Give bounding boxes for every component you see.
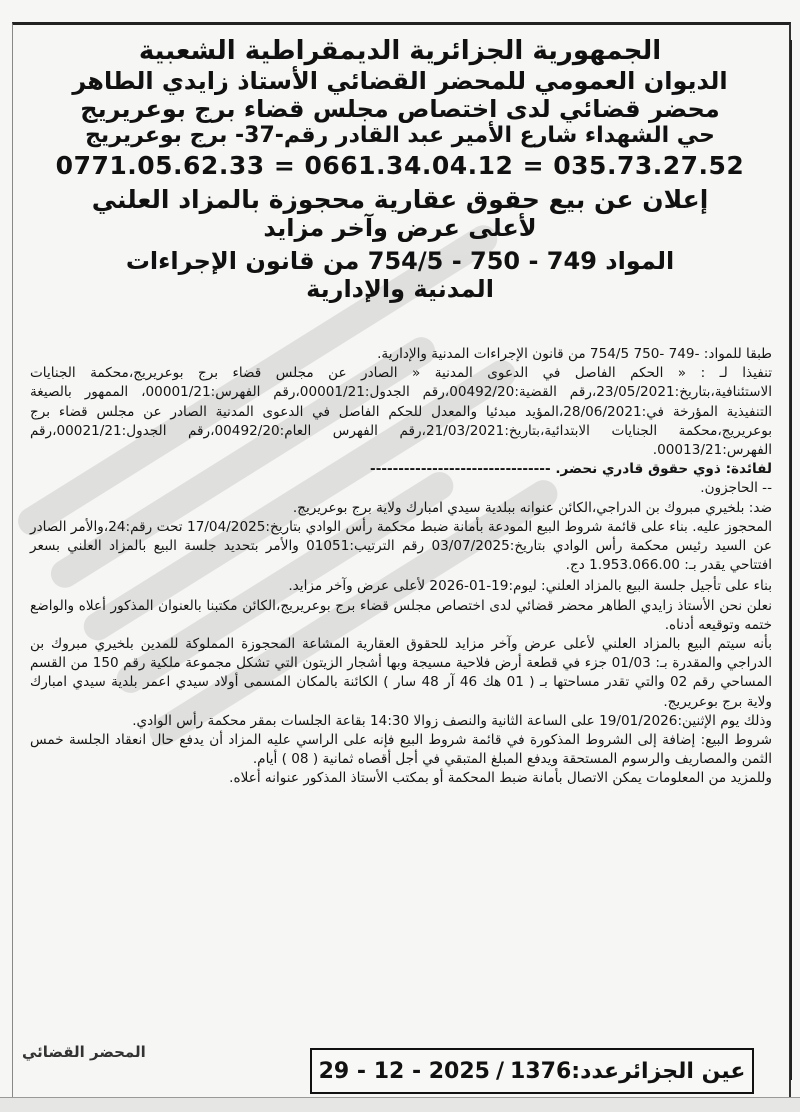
issue-label: عدد:: [571, 1058, 620, 1084]
issue-number: 1376: [510, 1058, 572, 1084]
column-divider: [790, 40, 800, 1080]
paragraph-beneficiary: لفائدة: ذوي حقوق قادري نحضر. --------------------------------: [370, 461, 772, 478]
paragraph-legal-basis: طبقا للمواد: -749 -750 754/5 من قانون الإجراءات المدنية والإدارية.: [377, 346, 772, 362]
publication-reference: عين الجزائر عدد: 1376 / 29 - 12 - 2025: [310, 1048, 754, 1094]
paragraph-sale-terms: شروط البيع: إضافة إلى الشروط المذكورة في قائمة شروط البيع فإنه على الراسي عليه المزاد أن يدفع حال انعقاد الجلسة خمس الثمن والمصاريف والرسوم المستحقة ويدفع المبلغ المتبقي في أجل أقصاه ثمانية ( 08 ) أيام.: [30, 732, 772, 768]
office-phones: 0771.05.62.33 = 0661.34.04.12 = 035.73.27.52: [55, 151, 745, 181]
paragraph-seizers: -- الحاجزون.: [700, 480, 772, 497]
page-bottom-edge: [0, 1097, 800, 1112]
paragraph-judgment: تنفيذا لـ : « الحكم الفاصل في الدعوى المدنية « الصادر عن مجلس قضاء برج بوعريريج،محكمة الجنايات الاستئنافية،بتاريخ:23/05/2021،رقم القضية:00492/20،رقم الجدول:00001/21،رقم الفهرس:00001/21، الممهور بالصيغة التنفيذية المؤرخة في:28/06/2021،المؤيد مبدئيا والمعدل للحكم الفاصل في الدعوى المدنية الصادر عن مجلس قضاء برج بوعريريج،محكمة الجنايات الابتدائية،بتاريخ:21/03/2021،رقم الفهرس العام:00492/20،رقم الجدول:00021/21،رقم الفهرس:00013/21.: [30, 365, 773, 459]
office-jurisdiction: محضر قضائي لدى اختصاص مجلس قضاء برج بوعريريج: [80, 94, 720, 123]
legal-articles: المواد 749 - 750 - 754/5 من قانون الإجراءات: [125, 246, 675, 275]
signature: المحضر القضائي: [22, 1043, 146, 1061]
paragraph-against: ضد: بلخيري مبروك بن الدراجي،الكائن عنوانه ببلدية سيدي امبارك ولاية برج بوعريريج.: [292, 499, 772, 516]
legal-articles-cont: المدنية والإدارية: [306, 274, 494, 303]
newspaper-name: عين الجزائر: [619, 1058, 746, 1084]
notice-body: [30, 345, 772, 789]
office-name: الديوان العمومي للمحضر القضائي الأستاذ زايدي الطاهر: [72, 66, 728, 95]
notice-subtitle: لأعلى عرض وآخر مزايد: [263, 214, 537, 243]
paragraph-session: وذلك يوم الإثنين:19/01/2026 على الساعة الثانية والنصف زوالا 14:30 بقاعة الجلسات بمقر محكمة رأس الوادي.: [132, 712, 772, 729]
paragraph-property: بأنه سيتم البيع بالمزاد العلني لأعلى عرض وآخر مزايد للحقوق العقارية المشاعة المحجوزة المملوكة للمدين بلخيري مبروك بن الدراجي والمقدرة بـ: 01/03 جزء في قطعة أرض فلاحية مسيجة وبها أشجار الزيتون التي تشكل مجموعة ملكية رقم 150 من القسم المساحي رقم 02 والتي تقدر مساحتها بـ ( 01 هك 46 آر 48 سار ) الكائنة بالمكان المسمى أولاد سيدي اعمر بلدية سيدي امبارك ولاية برج بوعريريج.: [30, 636, 772, 710]
state-name: الجمهورية الجزائرية الديمقراطية الشعبية: [138, 36, 662, 66]
office-address: حي الشهداء شارع الأمير عبد القادر رقم-37- برج بوعريريج: [85, 123, 715, 149]
paragraph-contact: وللمزيد من المعلومات يمكن الاتصال بأمانة ضبط المحكمة أو بمكتب الأستاذ المذكور عنوانه أعلاه.: [229, 770, 772, 787]
paragraph-announcer: نعلن نحن الأستاذ زايدي الطاهر محضر قضائي لدى اختصاص مجلس قضاء برج بوعريريج،الكائن مكتبنا بالعنوان المذكور أعلاه والواضع ختمه وتوقيعه أدناه.: [30, 597, 772, 633]
paragraph-conditions-list: المحجوز عليه. بناء على قائمة شروط البيع المودعة بأمانة ضبط محكمة رأس الوادي بتاريخ:17/04/2025 تحت رقم:24،والأمر الصادر عن السيد رئيس محكمة رأس الوادي بتاريخ:03/07/2025 رقم الترتيب:01051 والأمر بتحديد جلسة البيع بالمزاد العلني بسعر افتتاحي يقدر بـ: 1.953.066.00 دج.: [30, 518, 772, 574]
notice-title: إعلان عن بيع حقوق عقارية محجوزة بالمزاد العلني: [91, 184, 709, 214]
issue-date: 29 - 12 - 2025: [318, 1058, 490, 1084]
paragraph-postponement: بناء على تأجيل جلسة البيع بالمزاد العلني: ليوم:19-01-2026 لأعلى عرض وآخر مزايد.: [288, 578, 772, 595]
notice-header: [30, 36, 770, 303]
